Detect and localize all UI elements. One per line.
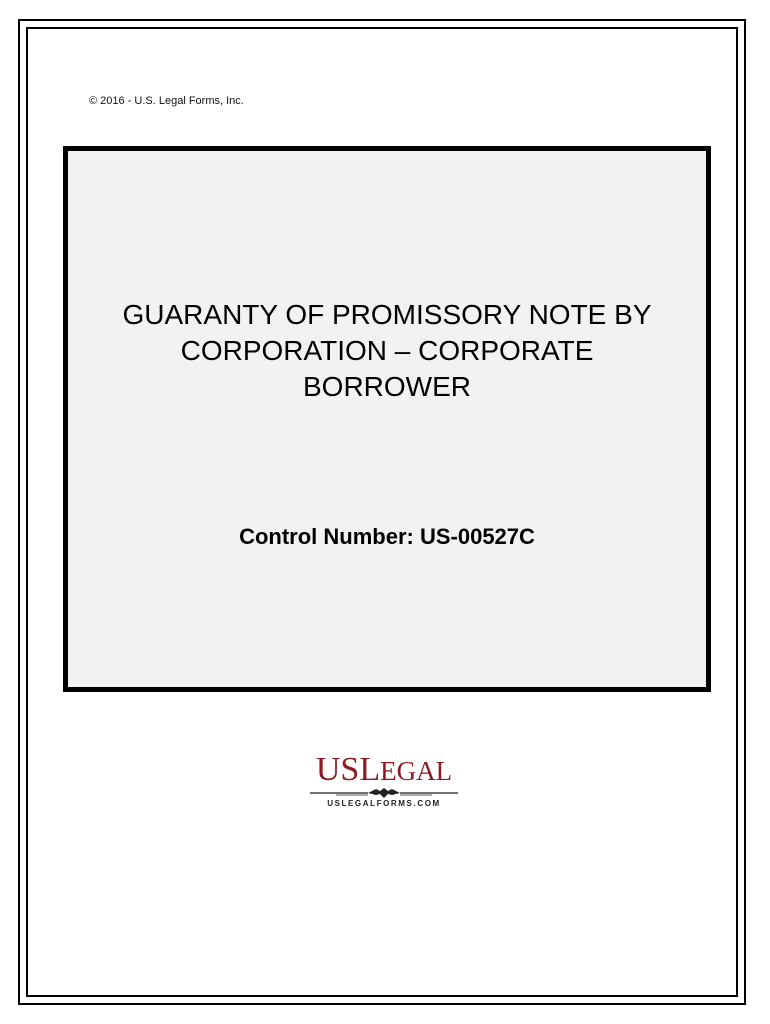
eagle-wings-icon	[306, 786, 462, 800]
copyright-notice: © 2016 - U.S. Legal Forms, Inc.	[89, 95, 244, 107]
logo-word-us: US	[315, 751, 360, 788]
title-line-1: GUARANTY OF PROMISSORY NOTE BY	[122, 299, 652, 330]
control-number: Control Number: US-00527C	[239, 524, 535, 549]
logo-word-l: L	[359, 751, 381, 788]
uslegal-logo	[306, 752, 462, 814]
title-line-2: CORPORATION – CORPORATE	[180, 335, 594, 366]
title-line-3: BORROWER	[303, 371, 471, 402]
logo-word-egal: EGAL	[380, 756, 453, 786]
logo-wordmark	[306, 752, 462, 789]
cover-title-box	[63, 146, 711, 692]
logo-url: USLEGALFORMS.COM	[327, 799, 441, 808]
document-title	[68, 297, 706, 405]
